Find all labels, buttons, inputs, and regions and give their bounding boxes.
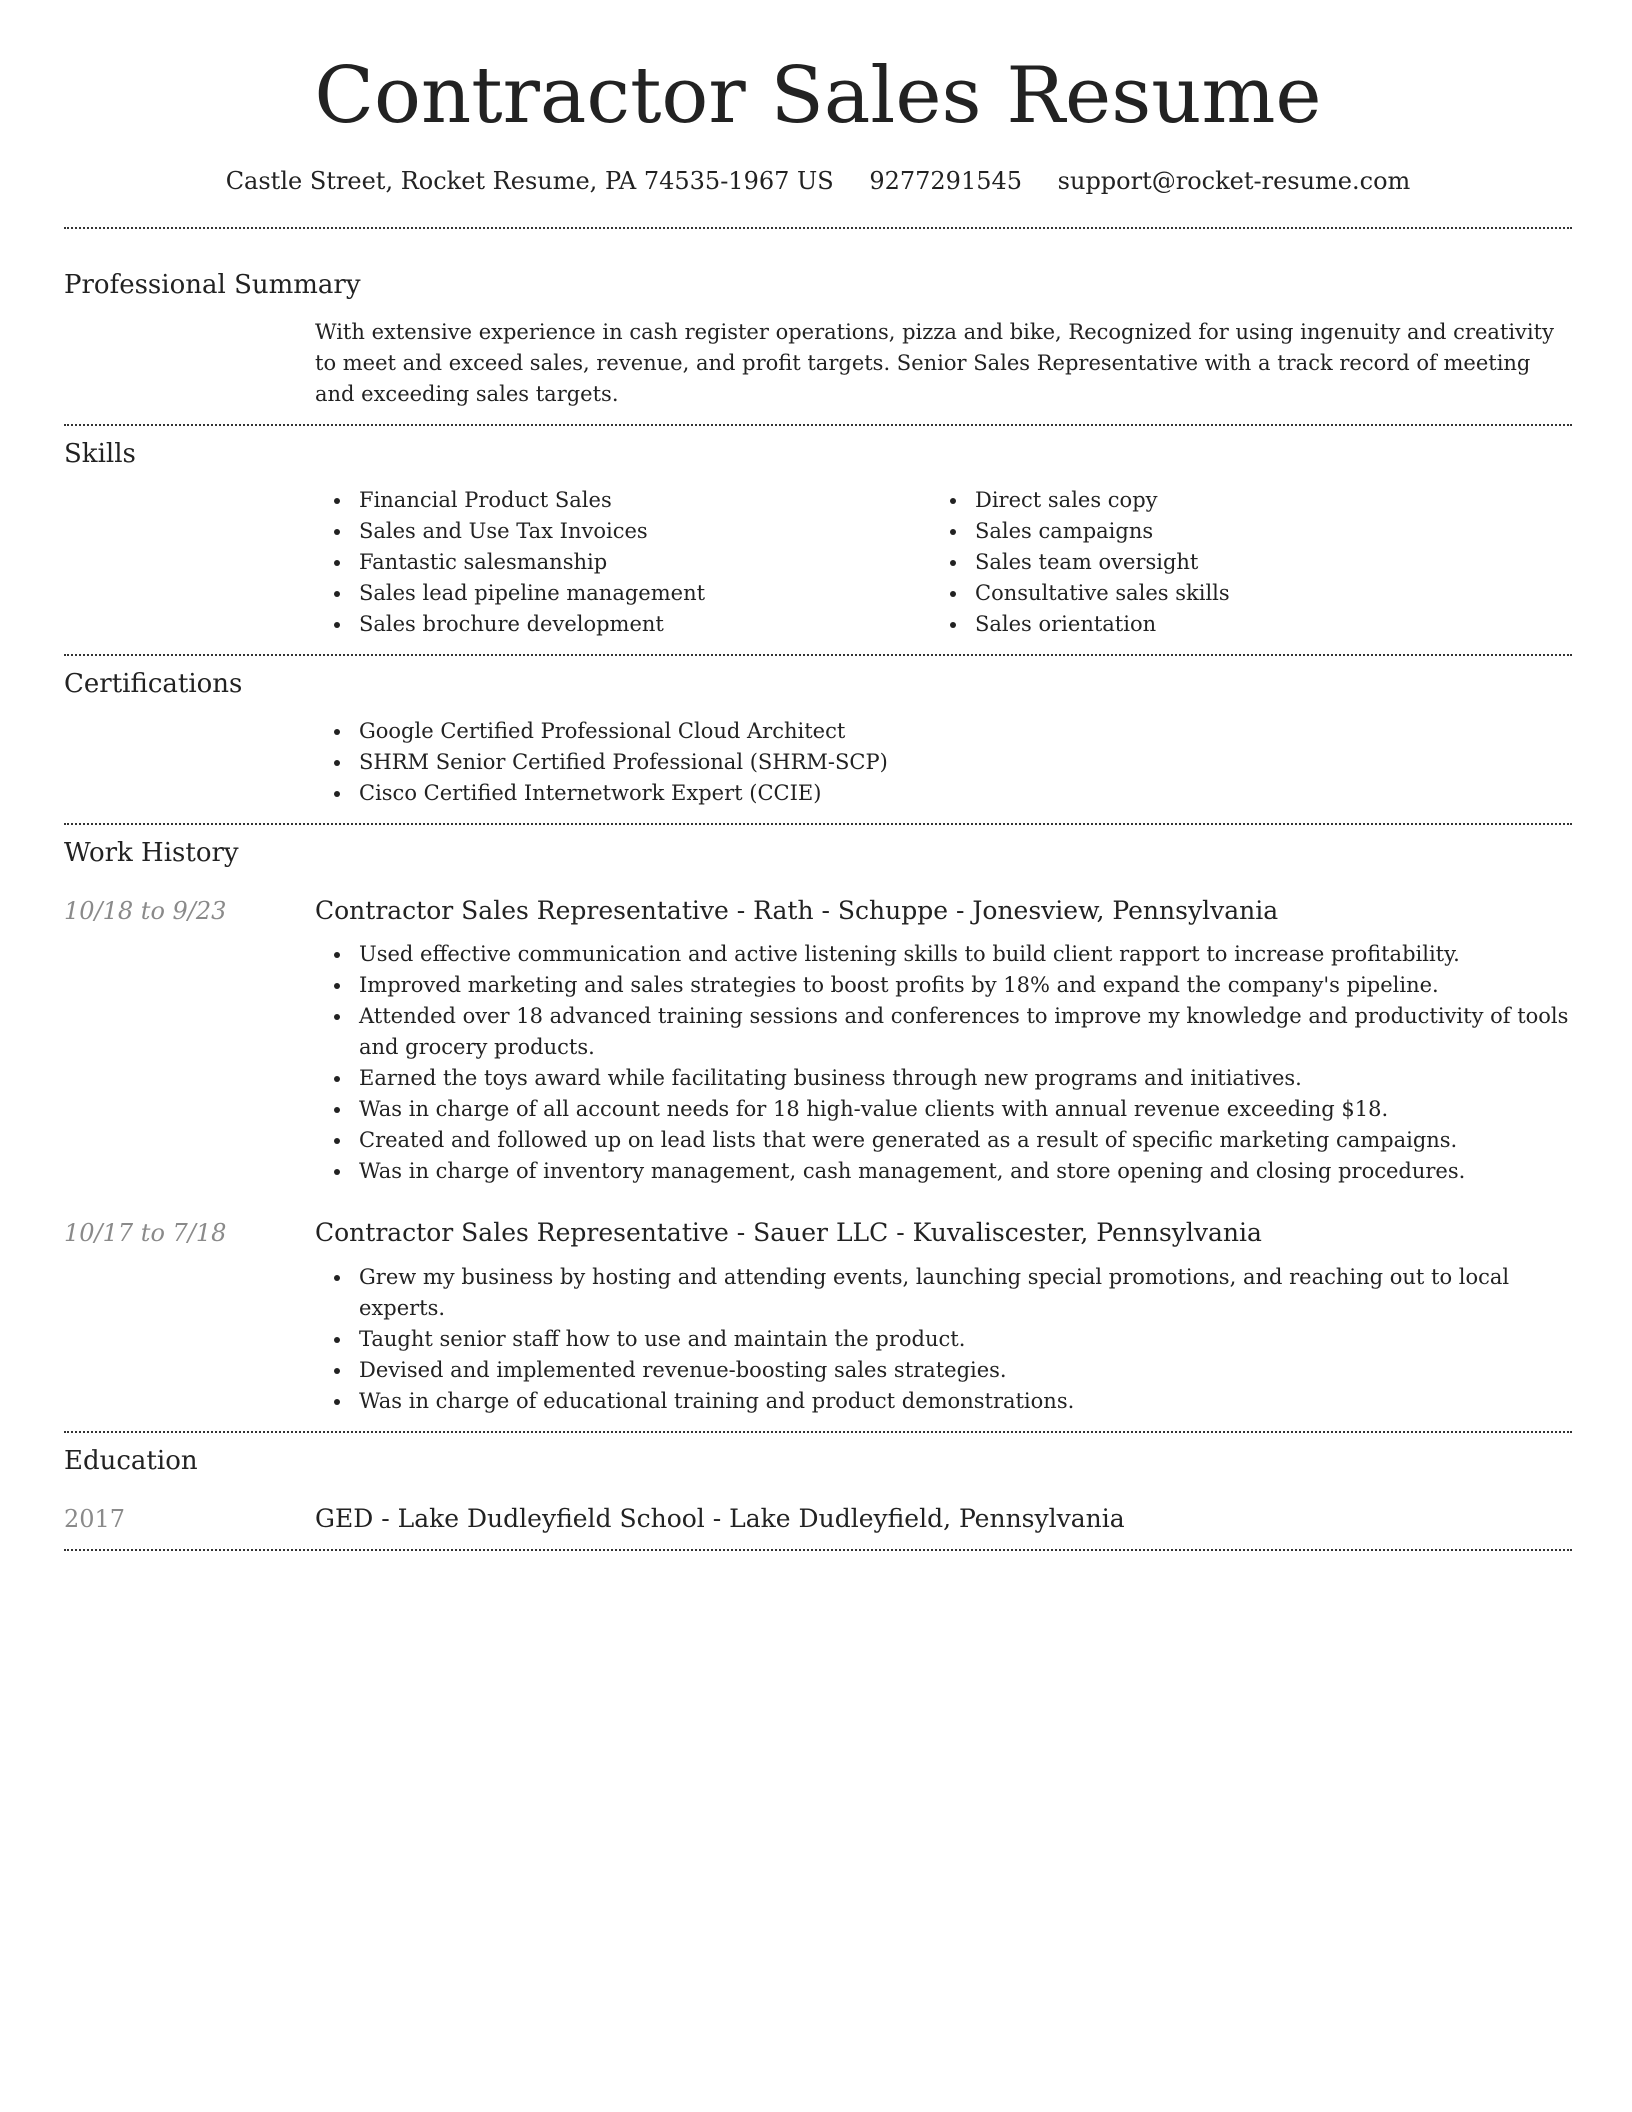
- list-item: Fantastic salesmanship: [315, 547, 931, 578]
- education-section: [64, 1433, 1572, 1549]
- resume-page: [64, 0, 1572, 1551]
- job-bullets: [315, 1262, 1572, 1431]
- list-item: Attended over 18 advanced training sessions and conferences to improve my knowledge and productivity of tools and grocery products.: [315, 1001, 1572, 1063]
- list-item: Was in charge of all account needs for 18 high-value clients with annual revenue exceeding $18.: [315, 1094, 1572, 1125]
- section-title-work-history: Work History: [64, 838, 239, 869]
- list-item: SHRM Senior Certified Professional (SHRM-SCP): [315, 747, 1572, 778]
- skills-column-left: [315, 485, 931, 640]
- divider: [64, 1549, 1572, 1551]
- list-item: Devised and implemented revenue-boosting sales strategies.: [315, 1355, 1572, 1386]
- list-item: Cisco Certified Internetwork Expert (CCIE): [315, 778, 1572, 809]
- section-title-certifications: Certifications: [64, 669, 243, 700]
- job-dates: 10/18 to 9/23: [64, 896, 227, 925]
- education-detail: GED - Lake Dudleyfield School - Lake Dudleyfield, Pennsylvania: [315, 1503, 1125, 1533]
- job-title: Contractor Sales Representative - Rath - Schuppe - Jonesview, Pennsylvania: [315, 895, 1279, 925]
- education-entry: [64, 1503, 1572, 1550]
- list-item: Sales and Use Tax Invoices: [315, 516, 931, 547]
- section-title-skills: Skills: [64, 438, 136, 469]
- job-title: Contractor Sales Representative - Sauer LLC - Kuvaliscester, Pennsylvania: [315, 1218, 1262, 1248]
- certifications-section: [64, 656, 1572, 823]
- list-item: Sales team oversight: [931, 547, 1547, 578]
- education-year: 2017: [64, 1504, 126, 1533]
- list-item: Consultative sales skills: [931, 578, 1547, 609]
- list-item: Was in charge of inventory management, cash management, and store opening and closing procedures.: [315, 1156, 1572, 1187]
- list-item: Was in charge of educational training and product demonstrations.: [315, 1386, 1572, 1417]
- list-item: Grew my business by hosting and attending events, launching special promotions, and reaching out to local experts.: [315, 1262, 1572, 1324]
- list-item: Financial Product Sales: [315, 485, 931, 516]
- contact-line: [64, 166, 1572, 197]
- list-item: Sales orientation: [931, 609, 1547, 640]
- section-title-summary: Professional Summary: [64, 269, 361, 300]
- list-item: Sales brochure development: [315, 609, 931, 640]
- contact-email: support@rocket-resume.com: [1057, 166, 1411, 195]
- summary-text: With extensive experience in cash register operations, pizza and bike, Recognized for using ingenuity and creativity to meet and exceed sales, revenue, and profit targets. Senior Sales Representative with a track record of meeting and exceeding sales targets.: [315, 319, 1554, 406]
- list-item: Used effective communication and active listening skills to build client rapport to increase profitability.: [315, 939, 1572, 970]
- work-history-section: [64, 825, 1572, 1431]
- skills-list: [315, 485, 1572, 654]
- certifications-list: [315, 716, 1572, 823]
- list-item: Sales campaigns: [931, 516, 1547, 547]
- list-item: Sales lead pipeline management: [315, 578, 931, 609]
- section-title-education: Education: [64, 1445, 198, 1476]
- job-entry: [64, 1217, 1572, 1431]
- list-item: Direct sales copy: [931, 485, 1547, 516]
- skills-section: [64, 426, 1572, 655]
- contact-phone: 9277291545: [869, 166, 1023, 195]
- list-item: Taught senior staff how to use and maintain the product.: [315, 1324, 1572, 1355]
- skills-column-right: [931, 485, 1547, 640]
- job-bullets: [315, 939, 1572, 1187]
- contact-address: Castle Street, Rocket Resume, PA 74535-1967 US: [225, 166, 834, 195]
- list-item: Earned the toys award while facilitating business through new programs and initiatives.: [315, 1063, 1572, 1094]
- resume-header: [64, 0, 1572, 197]
- list-item: Google Certified Professional Cloud Architect: [315, 716, 1572, 747]
- resume-title: Contractor Sales Resume: [314, 51, 1322, 141]
- job-dates: 10/17 to 7/18: [64, 1219, 227, 1248]
- list-item: Improved marketing and sales strategies to boost profits by 18% and expand the company's pipeline.: [315, 970, 1572, 1001]
- job-entry: [64, 895, 1572, 1188]
- summary-section: [64, 229, 1572, 424]
- list-item: Created and followed up on lead lists that were generated as a result of specific marketing campaigns.: [315, 1125, 1572, 1156]
